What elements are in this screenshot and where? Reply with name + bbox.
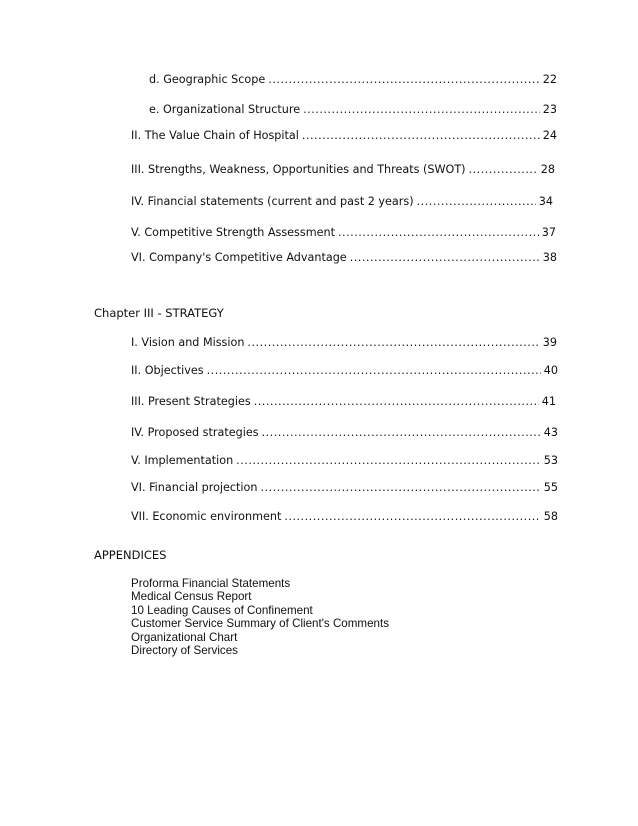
toc-entry-title: III. Present Strategies xyxy=(131,395,251,408)
toc-entry-competitive-advantage xyxy=(131,251,557,265)
appendix-item: Medical Census Report xyxy=(131,590,252,604)
toc-entry-page: 40 xyxy=(543,364,558,377)
toc-entry-title: VI. Financial projection xyxy=(131,481,258,494)
toc-entry-page: 58 xyxy=(543,510,558,523)
appendix-item: 10 Leading Causes of Confinement xyxy=(131,603,313,617)
appendix-item: Organizational Chart xyxy=(131,630,238,644)
toc-entry-page: 34 xyxy=(538,195,553,208)
toc-leader-dots xyxy=(302,129,540,143)
toc-leader-dots xyxy=(350,251,540,265)
toc-entry-title: d. Geographic Scope xyxy=(149,73,266,86)
toc-entry-economic-environment xyxy=(131,510,558,524)
toc-leader-dots xyxy=(207,364,541,378)
toc-leader-dots xyxy=(262,426,541,440)
toc-leader-dots xyxy=(338,226,539,240)
toc-entry-swot xyxy=(131,163,555,177)
toc-entry-implementation xyxy=(131,454,558,468)
chapter-heading: Chapter III - STRATEGY xyxy=(94,306,224,320)
toc-entry-organizational-structure xyxy=(149,103,557,117)
toc-entry-objectives xyxy=(131,364,558,378)
toc-entry-proposed-strategies xyxy=(131,426,558,440)
toc-entry-title: VII. Economic environment xyxy=(131,510,282,523)
toc-entry-page: 23 xyxy=(542,103,557,116)
toc-leader-dots xyxy=(260,481,540,495)
toc-entry-title: I. Vision and Mission xyxy=(131,336,245,349)
toc-leader-dots xyxy=(236,454,541,468)
toc-entry-financial-projection xyxy=(131,481,558,495)
toc-entry-page: 22 xyxy=(542,73,557,86)
appendix-item: Proforma Financial Statements xyxy=(131,577,291,590)
toc-entry-geographic-scope xyxy=(149,73,557,87)
toc-entry-page: 38 xyxy=(542,251,557,264)
toc-entry-page: 39 xyxy=(542,336,557,349)
appendix-item: Customer Service Summary of Client's Comments xyxy=(131,617,389,631)
toc-entry-page: 28 xyxy=(540,163,555,176)
toc-entry-title: IV. Financial statements (current and past 2 years) xyxy=(131,195,414,208)
toc-leader-dots xyxy=(268,73,539,87)
toc-leader-dots xyxy=(247,336,539,350)
toc-entry-present-strategies xyxy=(131,395,556,409)
toc-entry-page: 53 xyxy=(543,454,558,467)
toc-entry-page: 43 xyxy=(543,426,558,439)
toc-leader-dots xyxy=(469,163,538,177)
toc-entry-title: V. Competitive Strength Assessment xyxy=(131,226,335,239)
toc-entry-title: VI. Company's Competitive Advantage xyxy=(131,251,347,264)
toc-entry-value-chain xyxy=(131,129,557,143)
toc-entry-title: II. The Value Chain of Hospital xyxy=(131,129,299,142)
appendix-item: Directory of Services xyxy=(131,644,238,658)
toc-entry-page: 41 xyxy=(541,395,556,408)
appendices-list xyxy=(131,577,389,657)
toc-entry-page: 37 xyxy=(541,226,556,239)
toc-entry-title: e. Organizational Structure xyxy=(149,103,301,116)
toc-entry-page: 24 xyxy=(542,129,557,142)
toc-entry-title: III. Strengths, Weakness, Opportunities and Threats (SWOT) xyxy=(131,163,466,176)
appendices-heading: APPENDICES xyxy=(94,548,167,562)
toc-entry-vision-mission xyxy=(131,336,557,350)
toc-entry-page: 55 xyxy=(543,481,558,494)
toc-leader-dots xyxy=(254,395,539,409)
toc-entry-title: II. Objectives xyxy=(131,364,204,377)
toc-leader-dots xyxy=(417,195,536,209)
toc-leader-dots xyxy=(284,510,540,524)
toc-entry-title: IV. Proposed strategies xyxy=(131,426,259,439)
toc-entry-financial-statements xyxy=(131,195,553,209)
toc-leader-dots xyxy=(303,103,540,117)
toc-entry-title: V. Implementation xyxy=(131,454,234,467)
toc-entry-competitive-strength xyxy=(131,226,556,240)
